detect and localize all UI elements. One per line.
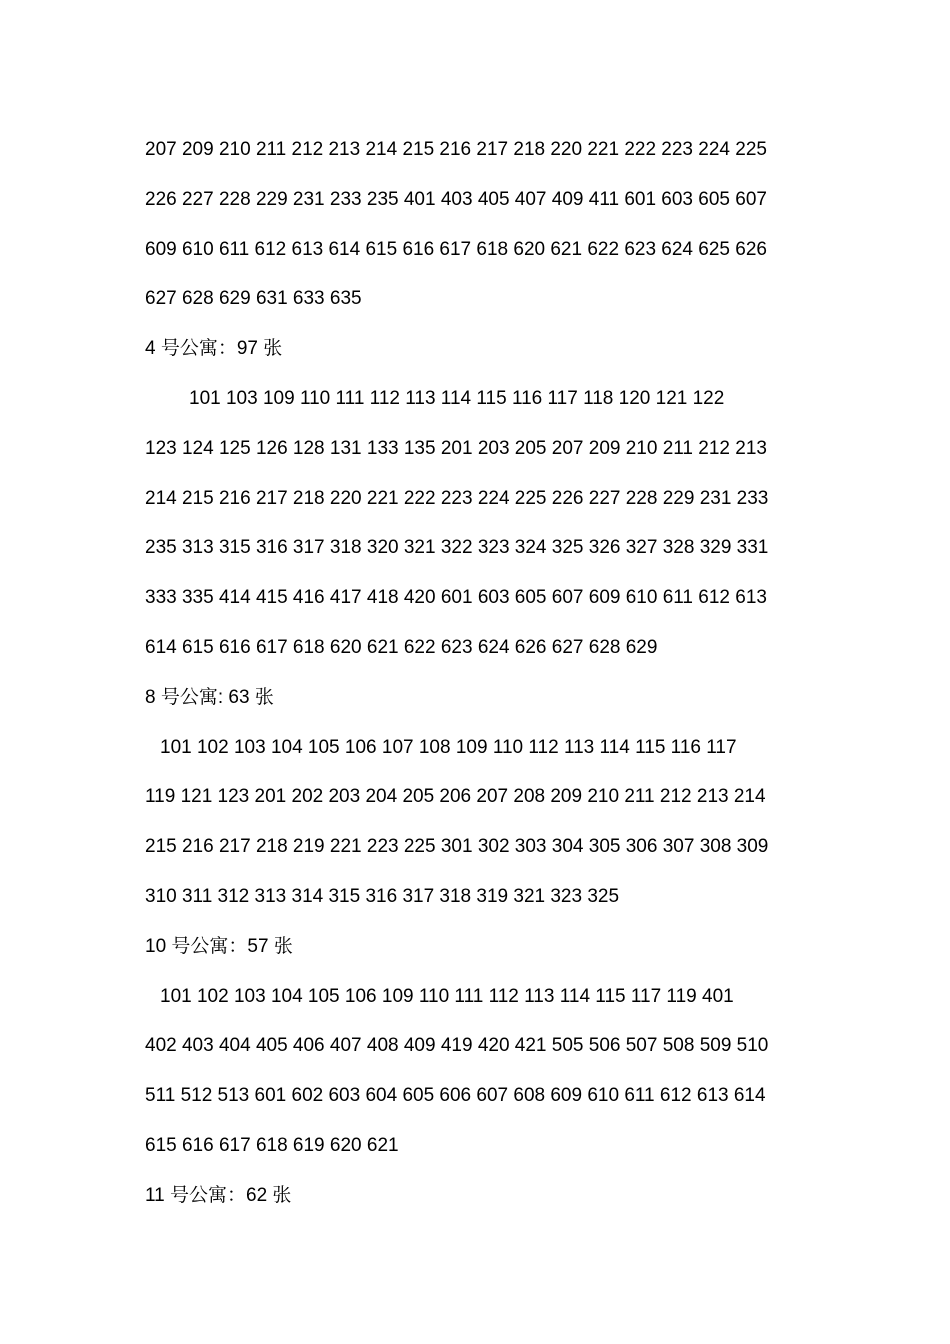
number-line: 123 124 125 126 128 131 133 135 201 203 205 207 209 210 211 212 213 [145,437,767,459]
number-line: 119 121 123 201 202 203 204 205 206 207 208 209 210 211 212 213 214 [145,786,766,808]
number-line: 214 215 216 217 218 220 221 222 223 224 225 226 227 228 229 231 233 [145,487,769,509]
number-line: 511 512 513 601 602 603 604 605 606 607 608 609 610 611 612 613 614 [145,1085,766,1107]
section-heading-apartment-11: 11 号公寓：62 张 [145,1184,292,1206]
number-line: 101 102 103 104 105 106 107 108 109 110 112 113 114 115 116 117 [160,736,737,758]
number-line: 627 628 629 631 633 635 [145,288,362,310]
number-line: 310 311 312 313 314 315 316 317 318 319 321 323 325 [145,885,620,907]
number-line: 226 227 228 229 231 233 235 401 403 405 407 409 411 601 603 605 607 [145,188,767,210]
number-line: 402 403 404 405 406 407 408 409 419 420 421 505 506 507 508 509 510 [145,1035,769,1057]
number-line: 207 209 210 211 212 213 214 215 216 217 218 220 221 222 223 224 225 [145,139,767,160]
document-body [145,125,805,1221]
number-line: 101 103 109 110 111 112 113 114 115 116 117 118 120 121 122 [189,387,725,409]
number-line: 609 610 611 612 613 614 615 616 617 618 620 621 622 623 624 625 626 [145,238,767,260]
section-heading-apartment-10: 10 号公寓：57 张 [145,935,293,957]
number-line: 615 616 617 618 619 620 621 [145,1134,399,1156]
number-line: 101 102 103 104 105 106 109 110 111 112 113 114 115 117 119 401 [160,985,734,1007]
number-line: 215 216 217 218 219 221 223 225 301 302 303 304 305 306 307 308 309 [145,836,769,858]
number-line: 333 335 414 415 416 417 418 420 601 603 605 607 609 610 611 612 613 [145,587,767,609]
section-heading-apartment-4: 4 号公寓：97 张 [145,338,283,360]
number-line: 614 615 616 617 618 620 621 622 623 624 626 627 628 629 [145,636,658,658]
number-line: 235 313 315 316 317 318 320 321 322 323 324 325 326 327 328 329 331 [145,537,769,559]
section-heading-apartment-8: 8 号公寓: 63 张 [145,686,274,708]
